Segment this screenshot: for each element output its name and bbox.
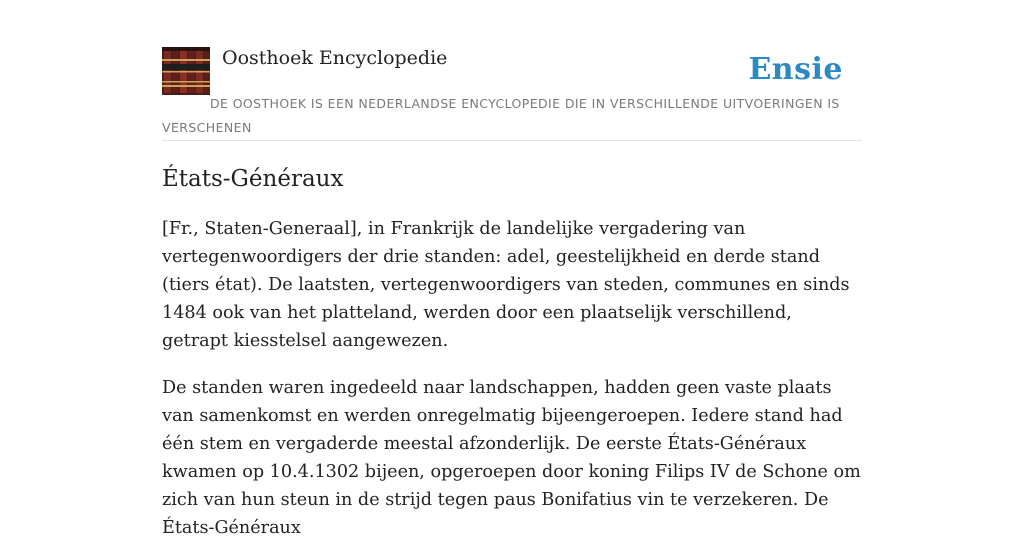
site-tagline: DE OOSTHOEK IS EEN NEDERLANDSE ENCYCLOPEDIE DIE IN VERSCHILLENDE UITVOERINGEN IS VERSCHENEN xyxy=(162,96,840,135)
content-container xyxy=(162,46,862,542)
article-title: États-Généraux xyxy=(162,166,344,192)
article-paragraph: De standen waren ingedeeld naar landschappen, hadden geen vaste plaats van samenkomst en werden onregelmatig bijeengeroepen. Iedere stand had één stem en vergaderde meestal afzonderlijk. De eerste États-Généraux kwamen op 10.4.1302 bijeen, opgeroepen door koning Filips IV de Schone om zich van hun steun in de strijd tegen paus Bonifatius vin te verzekeren. De États-Généraux xyxy=(162,378,861,538)
avatar[interactable] xyxy=(162,47,210,95)
site-header xyxy=(162,46,862,141)
brand-logo[interactable]: Ensie xyxy=(748,52,843,87)
site-title[interactable]: Oosthoek Encyclopedie xyxy=(222,47,448,69)
book-spines-icon xyxy=(162,47,210,95)
article-paragraph: [Fr., Staten-Generaal], in Frankrijk de landelijke vergadering van vertegenwoordigers der drie standen: adel, geestelijkheid en derde stand (tiers état). De laatsten, vertegenwoordigers van steden, communes en sinds 1484 ook van het platteland, werden door een plaatselijk verschillend, getrapt kiesstelsel aangewezen. xyxy=(162,219,850,351)
